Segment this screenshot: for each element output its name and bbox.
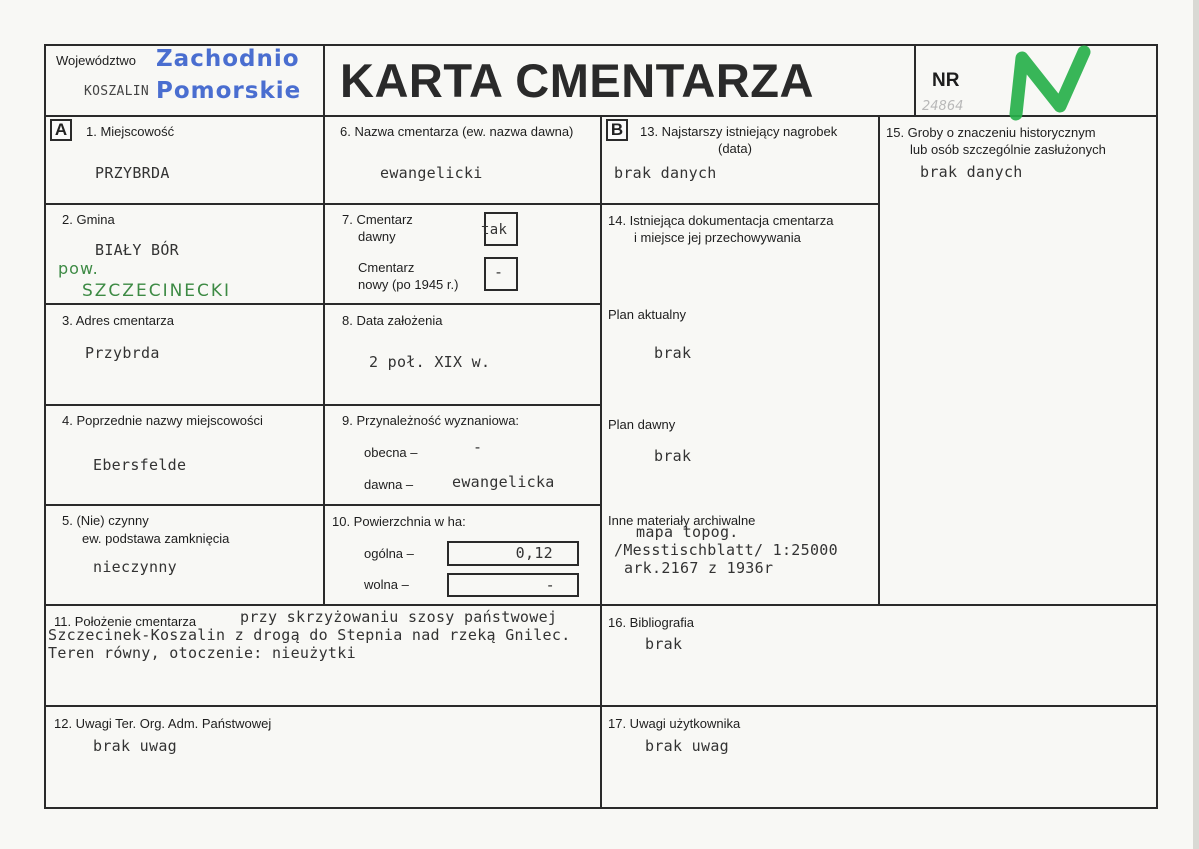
- field-10-wolna-label: wolna –: [364, 577, 409, 592]
- field-4-label: 4. Poprzednie nazwy miejscowości: [62, 413, 263, 428]
- field-2-value: BIAŁY BÓR: [95, 241, 179, 259]
- field-13-value: brak danych: [614, 164, 717, 182]
- field-7-checkbox-nowy-value: -: [494, 263, 504, 281]
- field-1-label: 1. Miejscowość: [86, 124, 175, 139]
- field-14-inne-line-3: ark.2167 z 1936r: [624, 559, 774, 577]
- field-6-label: 6. Nazwa cmentarza (ew. nazwa dawna): [340, 124, 574, 139]
- rule-row1: [44, 203, 880, 205]
- vrule-col1: [323, 115, 325, 605]
- field-3-value: Przybrda: [85, 344, 160, 362]
- field-12-label: 12. Uwagi Ter. Org. Adm. Państwowej: [54, 716, 272, 731]
- vrule-col2: [600, 115, 602, 809]
- field-14-plan-aktualny-value: brak: [654, 344, 692, 362]
- field-2-handwriting-1: pow.: [58, 259, 99, 278]
- field-13-label-2: (data): [718, 141, 752, 156]
- koszalin-stamp: KOSZALIN: [84, 84, 150, 99]
- field-16-label: 16. Bibliografia: [608, 615, 694, 630]
- field-5-label-1: 5. (Nie) czynny: [62, 513, 149, 528]
- field-7-label-3: Cmentarz: [358, 260, 415, 275]
- voivodeship-stamp-line1: Zachodnio: [156, 46, 300, 72]
- field-12-value: brak uwag: [93, 737, 177, 755]
- field-15-label-2: lub osób szczególnie zasłużonych: [910, 142, 1106, 157]
- field-10-label: 10. Powierzchnia w ha:: [332, 514, 466, 529]
- field-14-inne-line-2: /Messtischblatt/ 1:25000: [614, 541, 838, 559]
- field-7-checkbox-nowy: [484, 257, 518, 291]
- field-11-line-3: Teren równy, otoczenie: nieużytki: [48, 644, 356, 662]
- wojewodztwo-label: Województwo: [56, 53, 136, 68]
- field-14-plan-aktualny-label: Plan aktualny: [608, 307, 687, 322]
- nr-pencil-number: 24864: [922, 99, 964, 114]
- nr-marker-n-mark: [998, 44, 1108, 124]
- field-7-checkbox-dawny: [481, 212, 518, 246]
- field-13-label-1: 13. Najstarszy istniejący nagrobek: [640, 124, 838, 139]
- vrule-header-2: [914, 44, 916, 116]
- field-10-wolna-value: -: [545, 576, 555, 594]
- field-7-checkbox-dawny-value: tak: [481, 222, 508, 238]
- field-15-value: brak danych: [920, 163, 1023, 181]
- field-9-obecna-label: obecna –: [364, 445, 418, 460]
- section-a-marker: A: [50, 119, 72, 141]
- vrule-col3: [878, 115, 880, 605]
- field-8-value: 2 poł. XIX w.: [369, 353, 491, 371]
- field-11-line-1: przy skrzyżowaniu szosy państwowej: [240, 608, 558, 626]
- field-5-value: nieczynny: [93, 558, 177, 576]
- field-11-line-2: Szczecinek-Koszalin z drogą do Stepnia nad rzeką Gnilec.: [48, 626, 571, 644]
- field-17-value: brak uwag: [645, 737, 729, 755]
- field-17-label: 17. Uwagi użytkownika: [608, 716, 741, 731]
- field-7-label-2: dawny: [358, 229, 396, 244]
- field-14-label-2: i miejsce jej przechowywania: [634, 230, 801, 245]
- section-b-marker: B: [606, 119, 628, 141]
- field-11-label: 11. Położenie cmentarza: [54, 614, 197, 629]
- field-9-obecna-value: -: [473, 438, 483, 456]
- paper-edge: [1193, 0, 1199, 849]
- field-10-ogolna-label: ogólna –: [364, 546, 414, 561]
- field-14-plan-dawny-label: Plan dawny: [608, 417, 676, 432]
- field-2-handwriting-2: SZCZECINECKI: [82, 281, 232, 301]
- field-9-dawna-label: dawna –: [364, 477, 414, 492]
- field-7-label-4: nowy (po 1945 r.): [358, 277, 459, 292]
- field-14-inne-label: Inne materiały archiwalne: [608, 513, 756, 528]
- field-14-label-1: 14. Istniejąca dokumentacja cmentarza: [608, 213, 834, 228]
- field-7-label-1: 7. Cmentarz: [342, 212, 413, 227]
- field-9-label: 9. Przynależność wyznaniowa:: [342, 413, 520, 428]
- field-6-value: ewangelicki: [380, 164, 483, 182]
- voivodeship-stamp-line2: Pomorskie: [156, 78, 302, 104]
- field-2-label: 2. Gmina: [62, 212, 115, 227]
- field-16-value: brak: [645, 635, 683, 653]
- field-3-label: 3. Adres cmentarza: [62, 313, 174, 328]
- field-15-label-1: 15. Groby o znaczeniu historycznym: [886, 125, 1096, 140]
- field-10-ogolna-value: 0,12: [515, 544, 553, 562]
- field-1-value: PRZYBRDA: [95, 164, 170, 182]
- field-14-inne-line-1: mapa topog.: [636, 523, 739, 541]
- field-8-label: 8. Data założenia: [342, 313, 443, 328]
- field-10-wolna-box: [447, 573, 579, 597]
- field-4-value: Ebersfelde: [93, 456, 187, 474]
- nr-label: NR: [932, 70, 960, 91]
- field-10-ogolna-box: [447, 541, 579, 566]
- card-title: KARTA CMENTARZA: [340, 54, 814, 107]
- field-5-label-2: ew. podstawa zamknięcia: [82, 531, 230, 546]
- field-14-plan-dawny-value: brak: [654, 447, 692, 465]
- field-9-dawna-value: ewangelicka: [452, 473, 555, 491]
- vrule-header-1: [323, 44, 325, 116]
